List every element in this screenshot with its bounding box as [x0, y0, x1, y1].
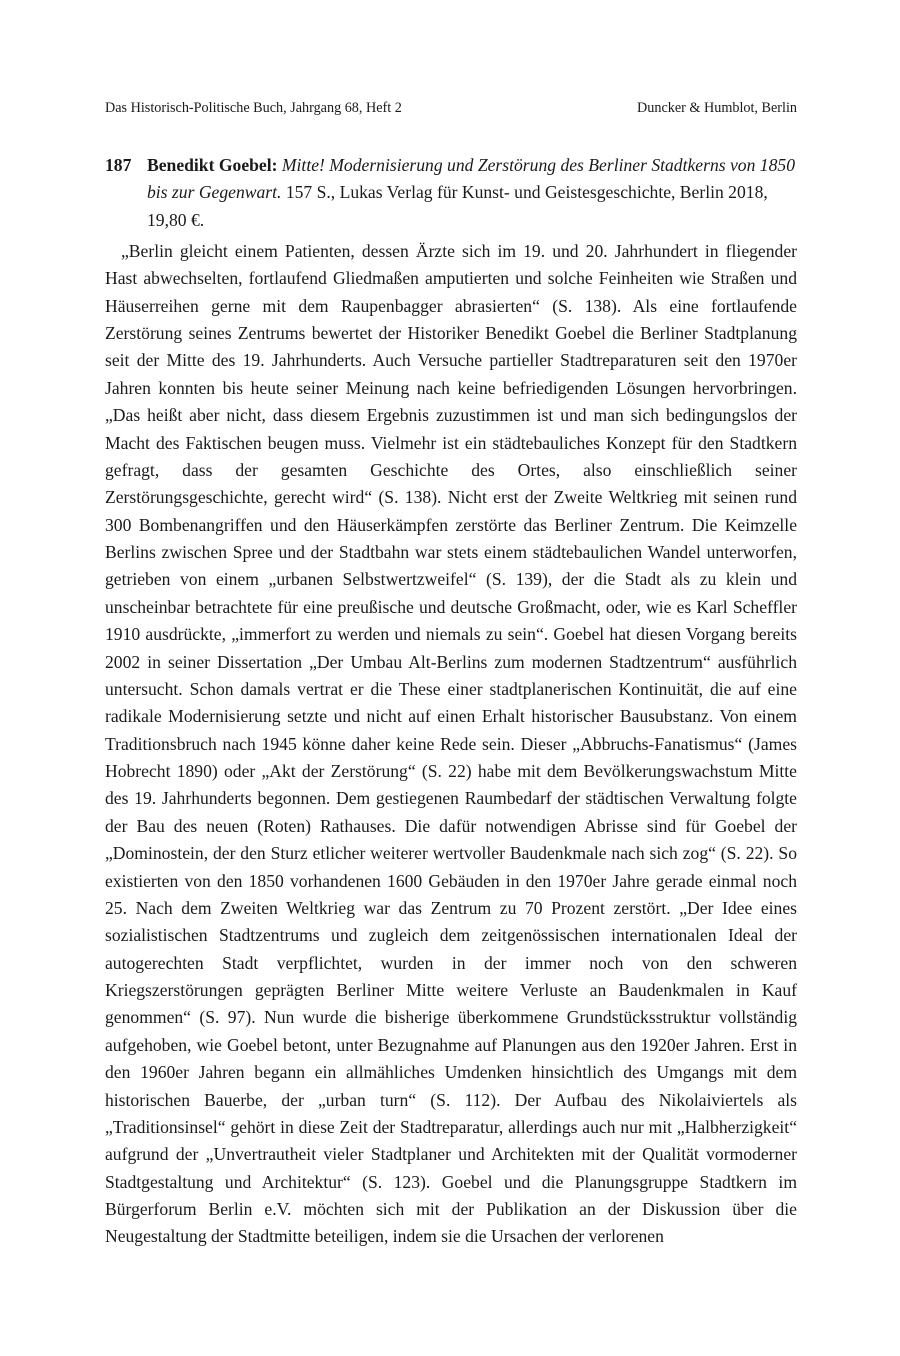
publisher: Duncker & Humblot, Berlin: [637, 100, 797, 116]
bibliographic-entry: [105, 152, 797, 234]
review-body: „Berlin gleicht einem Patienten, dessen Ärzte sich im 19. und 20. Jahrhundert in fliegender Hast abwechselten, fortlaufend Gliedmaßen amputierten und solche Feinheiten wie Straßen und Häuserreihen gerne mit dem Raupenbagger abrasierten“ (S. 138). Als eine fortlaufende Zerstörung seines Zentrums bewertet der Historiker Benedikt Goebel die Berliner Stadtplanung seit der Mitte des 19. Jahrhunderts. Auch Versuche partieller Stadtreparaturen seit den 1970er Jahren konnten bis heute seiner Meinung nach keine befriedigenden Lösungen hervorbringen. „Das heißt aber nicht, dass diesem Ergebnis zuzustimmen ist und man sich bedingungslos der Macht des Faktischen beugen muss. Vielmehr ist ein städtebauliches Konzept für den Stadtkern gefragt, dass der gesamten Geschichte des Ortes, also einschließlich seiner Zerstörungsgeschichte, gerecht wird“ (S. 138). Nicht erst der Zweite Weltkrieg mit seinen rund 300 Bombenangriffen und den Häuserkämpfen zerstörte das Berliner Zentrum. Die Keimzelle Berlins zwischen Spree und der Stadtbahn war stets einem städtebaulichen Wandel unterworfen, getrieben von einem „urbanen Selbstwertzweifel“ (S. 139), der die Stadt als zu klein und unscheinbar betrachtete für eine preußische und deutsche Großmacht, oder, wie es Karl Scheffler 1910 ausdrückte, „immerfort zu werden und niemals zu sein“. Goebel hat diesen Vorgang bereits 2002 in seiner Dissertation „Der Umbau Alt-Berlins zum modernen Stadtzentrum“ ausführlich untersucht. Schon damals vertrat er die These einer stadtplanerischen Kontinuität, die auf eine radikale Modernisierung setzte und nicht auf einen Erhalt historischer Bausubstanz. Von einem Traditionsbruch nach 1945 könne daher keine Rede sein. Dieser „Abbruchs-Fanatismus“ (James Hobrecht 1890) oder „Akt der Zerstörung“ (S. 22) habe mit dem Bevölkerungswachstum Mitte des 19. Jahrhunderts begonnen. Dem gestiegenen Raumbedarf der städtischen Verwaltung folgte der Bau des neuen (Roten) Rathauses. Die dafür notwendigen Abrisse sind für Goebel der „Dominostein, der den Sturz etlicher weiterer wertvoller Baudenkmale nach sich zog“ (S. 22). So existierten von den 1850 vorhandenen 1600 Gebäuden in den 1970er Jahre gerade einmal noch 25. Nach dem Zweiten Weltkrieg war das Zentrum zu 70 Prozent zerstört. „Der Idee eines sozialistischen Stadtzentrums und zugleich dem zeitgenössischen internationalen Ideal der autogerechten Stadt verpflichtet, wurden in der immer noch von den schweren Kriegszerstörungen geprägten Berliner Mitte weitere Verluste an Baudenkmalen in Kauf genommen“ (S. 97). Nun wurde die bisherige überkommene Grundstücksstruktur vollständig aufgehoben, wie Goebel betont, unter Bezugnahme auf Planungen aus den 1920er Jahren. Erst in den 1960er Jahren begann ein allmähliches Umdenken hinsichtlich des Umgangs mit dem historischen Bauerbe, der „urban turn“ (S. 112). Der Aufbau des Nikolaiviertels als „Traditionsinsel“ gehört in diese Zeit der Stadtreparatur, allerdings auch nur mit „Halbherzigkeit“ aufgrund der „Unvertrautheit vieler Stadtplaner und Architekten mit der Qualität vormoderner Stadtgestaltung und Architektur“ (S. 123). Goebel und die Planungsgruppe Stadtkern im Bürgerforum Berlin e.V. möchten sich mit der Publikation an der Diskussion über die Neugestaltung der Stadtmitte beteiligen, indem sie die Ursachen der verlorenen: [105, 240, 797, 1247]
entry-number: 187: [105, 155, 132, 175]
entry-author: Benedikt Goebel:: [147, 155, 278, 175]
journal-title: Das Historisch-Politische Buch, Jahrgang 68, Heft 2: [105, 100, 402, 116]
running-header: [105, 98, 797, 118]
document-page: [105, 98, 797, 1251]
entry-title: Mitte! Modernisierung und Zerstörung des Berliner Stadtkerns von 1850 bis zur Gegenwart.: [147, 155, 795, 203]
entry-details: 157 S., Lukas Verlag für Kunst- und Geistesgeschichte, Berlin 2018, 19,80 €.: [147, 182, 768, 230]
